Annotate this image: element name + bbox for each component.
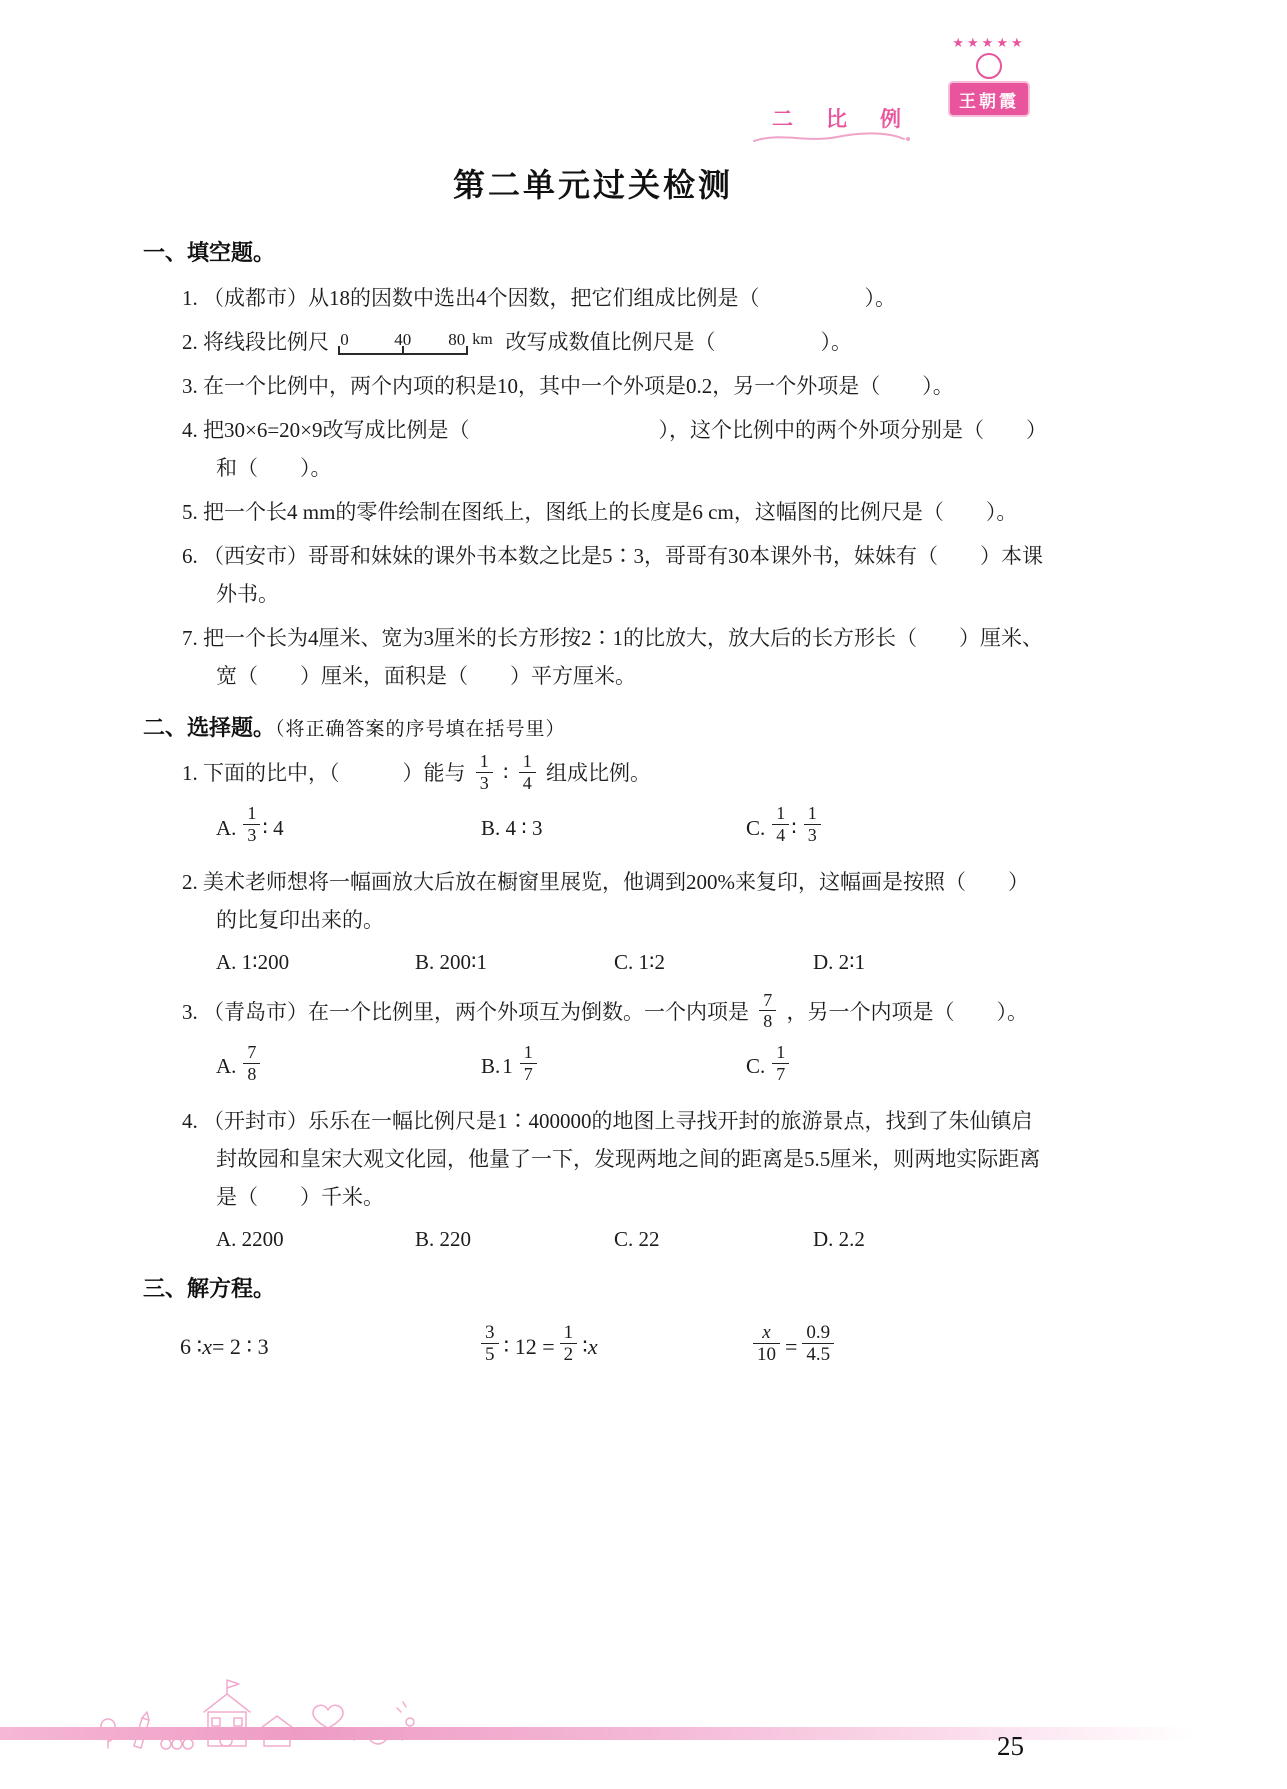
fraction: [759, 990, 776, 1032]
worksheet-content: [143, 160, 1043, 1369]
equation-1: [180, 1334, 476, 1360]
choice-a: A. 1∶200: [216, 949, 290, 974]
fraction-denominator: 4: [776, 825, 786, 846]
choice-label: C.: [746, 1054, 766, 1079]
scale-label-40: 40: [394, 330, 412, 349]
scale-label-0: 0: [340, 330, 349, 349]
mixed-number-whole: 1: [502, 1054, 513, 1079]
fraction-numerator: 1: [519, 751, 536, 773]
equation-text: ∶ 12 =: [503, 1333, 555, 1359]
fraction-numerator: x: [753, 1322, 780, 1345]
fraction-numerator: 3: [481, 1322, 499, 1345]
equations-row: [180, 1321, 1043, 1370]
wave-icon: [752, 129, 912, 147]
header-wave-decoration: [752, 129, 912, 152]
choices-row: [216, 945, 1043, 979]
fraction: [476, 751, 493, 793]
choices-row: [216, 1042, 1043, 1087]
fraction-numerator: 7: [243, 1042, 260, 1064]
fraction: [772, 803, 789, 845]
choice-c: C. 22: [614, 1226, 660, 1251]
choice-b: B. 200∶1: [415, 949, 487, 974]
choices-row: [216, 803, 1043, 848]
fraction-denominator: 4.5: [806, 1344, 831, 1366]
choice-c: C. 1∶2: [614, 949, 665, 974]
choice-a: A. 2200: [216, 1226, 284, 1251]
variable-x: x: [202, 1333, 212, 1359]
fraction-numerator: 7: [759, 990, 776, 1012]
choice-a: [216, 1042, 481, 1087]
choice-item-2: 2. 美术老师想将一幅画放大后放在橱窗里展览，他调到200%来复印，这幅画是按照（ ）的比复印出来的。: [182, 869, 1029, 932]
choice-item-3: [182, 989, 1043, 1035]
fraction-denominator: 3: [247, 825, 257, 846]
fill-blank-item-3: 3. 在一个比例中，两个内项的积是10，其中一个外项是0.2，另一个外项是（ ）。: [182, 374, 954, 398]
unit-header: 二 比 例: [772, 108, 907, 131]
choice-label: B.: [481, 1054, 501, 1079]
footer-decoration: [92, 1670, 432, 1757]
fraction-denominator: 8: [247, 1063, 257, 1084]
fill-blank-item-5: 5. 把一个长4 mm的零件绘制在图纸上，图纸上的长度是6 cm，这幅图的比例尺是（ ）。: [182, 500, 1018, 524]
choice-c: [746, 1042, 791, 1087]
mascot-icon: [976, 53, 1002, 79]
fraction: [243, 1042, 260, 1084]
fraction-denominator: 2: [563, 1344, 574, 1366]
fill-blank-item-4: 4. 把30×6=20×9改写成比例是（ ），这个比例中的两个外项分别是（ ）和（ ）。: [182, 418, 1037, 480]
page-title: 第二单元过关检测: [452, 167, 733, 203]
fraction: [243, 803, 260, 845]
fraction-numerator: 1: [772, 1042, 789, 1064]
fraction-numerator: 1: [243, 803, 260, 825]
ratio-colon: ∶: [791, 815, 797, 840]
scale-unit-label: km: [472, 331, 493, 348]
fill-blank-item-6: 6. （西安市）哥哥和妹妹的课外书本数之比是5∶3，哥哥有30本课外书，妹妹有（ ）本课外书。: [182, 544, 1043, 606]
fraction-denominator: 7: [776, 1063, 786, 1084]
fraction-numerator: 1: [520, 1042, 537, 1064]
section-2-title: 二、选择题。: [143, 715, 276, 740]
choice-item-1: [182, 751, 1043, 796]
item-text: 3. （青岛市）在一个比例里，两个外项互为倒数。一个内项是: [182, 999, 749, 1024]
item-text: 1. 下面的比中，（ ）能与: [182, 761, 466, 785]
item-text: ，另一个内项是（ ）。: [786, 999, 1028, 1024]
fraction-denominator: 7: [523, 1063, 533, 1084]
fraction: [753, 1322, 780, 1367]
section-1-heading: 一、填空题。: [143, 240, 276, 265]
scale-label-80: 80: [448, 330, 466, 349]
fill-blank-item-1: 1. （成都市）从18的因数中选出4个因数，把它们组成比例是（ ）。: [182, 286, 896, 310]
choice-label: A.: [216, 1054, 237, 1079]
choice-b: B. 220: [415, 1226, 472, 1251]
fraction: [772, 1042, 789, 1084]
brand-badge: 王朝霞: [948, 81, 1030, 117]
fraction-numerator: 1: [772, 803, 789, 825]
fraction: [802, 1322, 834, 1367]
choice-a: [216, 803, 481, 848]
item-2-text-pre: 2. 将线段比例尺: [182, 330, 329, 354]
choice-label: C.: [746, 815, 766, 840]
stars-icon: ★★★★★: [952, 35, 1026, 50]
fill-blank-item-2: [182, 323, 1043, 361]
choice-b: B. 4 ∶ 3: [481, 815, 543, 840]
equation-text: = 2 ∶ 3: [212, 1333, 269, 1359]
fraction-denominator: 4: [522, 772, 532, 793]
section-2-note: （将正确答案的序号填在括号里）: [275, 719, 566, 740]
fraction-denominator: 8: [763, 1011, 773, 1032]
fraction-numerator: 1: [476, 751, 493, 773]
equation-text: =: [785, 1333, 798, 1359]
fraction-denominator: 3: [479, 772, 489, 793]
choice-text: ∶ 4: [262, 815, 284, 840]
scale-tick: [466, 346, 468, 354]
item-text: 组成比例。: [545, 761, 651, 785]
brand-logo: [928, 36, 1050, 117]
fraction-denominator: 3: [807, 825, 817, 846]
fraction: [519, 751, 536, 793]
choice-d: D. 2.2: [813, 1226, 865, 1251]
choices-row: [216, 1222, 1043, 1256]
fraction-numerator: 1: [560, 1322, 578, 1345]
choice-item-4: 4. （开封市）乐乐在一幅比例尺是1∶400000的地图上寻找开封的旅游景点，找到了朱仙镇启封故园和皇宋大观文化园，他量了一下，发现两地之间的距离是5.5厘米，则两地实际距离是（ ）千米。: [182, 1108, 1041, 1209]
line-segment-scale: [338, 324, 496, 358]
choice-c: [746, 803, 823, 848]
choice-label: A.: [216, 815, 237, 840]
scale-tick: [402, 346, 404, 354]
equation-text: ∶: [582, 1333, 588, 1359]
scale-tick: [338, 346, 340, 354]
fraction-numerator: 0.9: [802, 1322, 834, 1345]
equation-2: [476, 1321, 748, 1370]
section-3-heading: 三、解方程。: [143, 1275, 276, 1301]
ratio-colon: ∶: [503, 761, 509, 785]
fraction: [804, 803, 821, 845]
variable-x: x: [587, 1333, 598, 1359]
fraction-numerator: 1: [804, 803, 821, 825]
fraction: [520, 1042, 537, 1084]
choice-d: D. 2∶1: [813, 949, 866, 974]
page-number: 25: [997, 1731, 1024, 1761]
fraction: [481, 1322, 499, 1367]
fraction-denominator: 10: [757, 1344, 776, 1366]
equation-3: [748, 1321, 839, 1370]
item-2-text-post: 改写成数值比例尺是（ ）。: [505, 330, 852, 354]
choice-b: [481, 1042, 746, 1087]
fraction-denominator: 5: [485, 1344, 495, 1366]
section-2-heading: [143, 711, 1043, 742]
fraction: [560, 1322, 578, 1367]
equation-text: 6 ∶: [180, 1333, 203, 1359]
fill-blank-item-7: 7. 把一个长为4厘米、宽为3厘米的长方形按2∶1的比放大，放大后的长方形长（ ）厘米、宽（ ）厘米，面积是（ ）平方厘米。: [182, 626, 1043, 688]
